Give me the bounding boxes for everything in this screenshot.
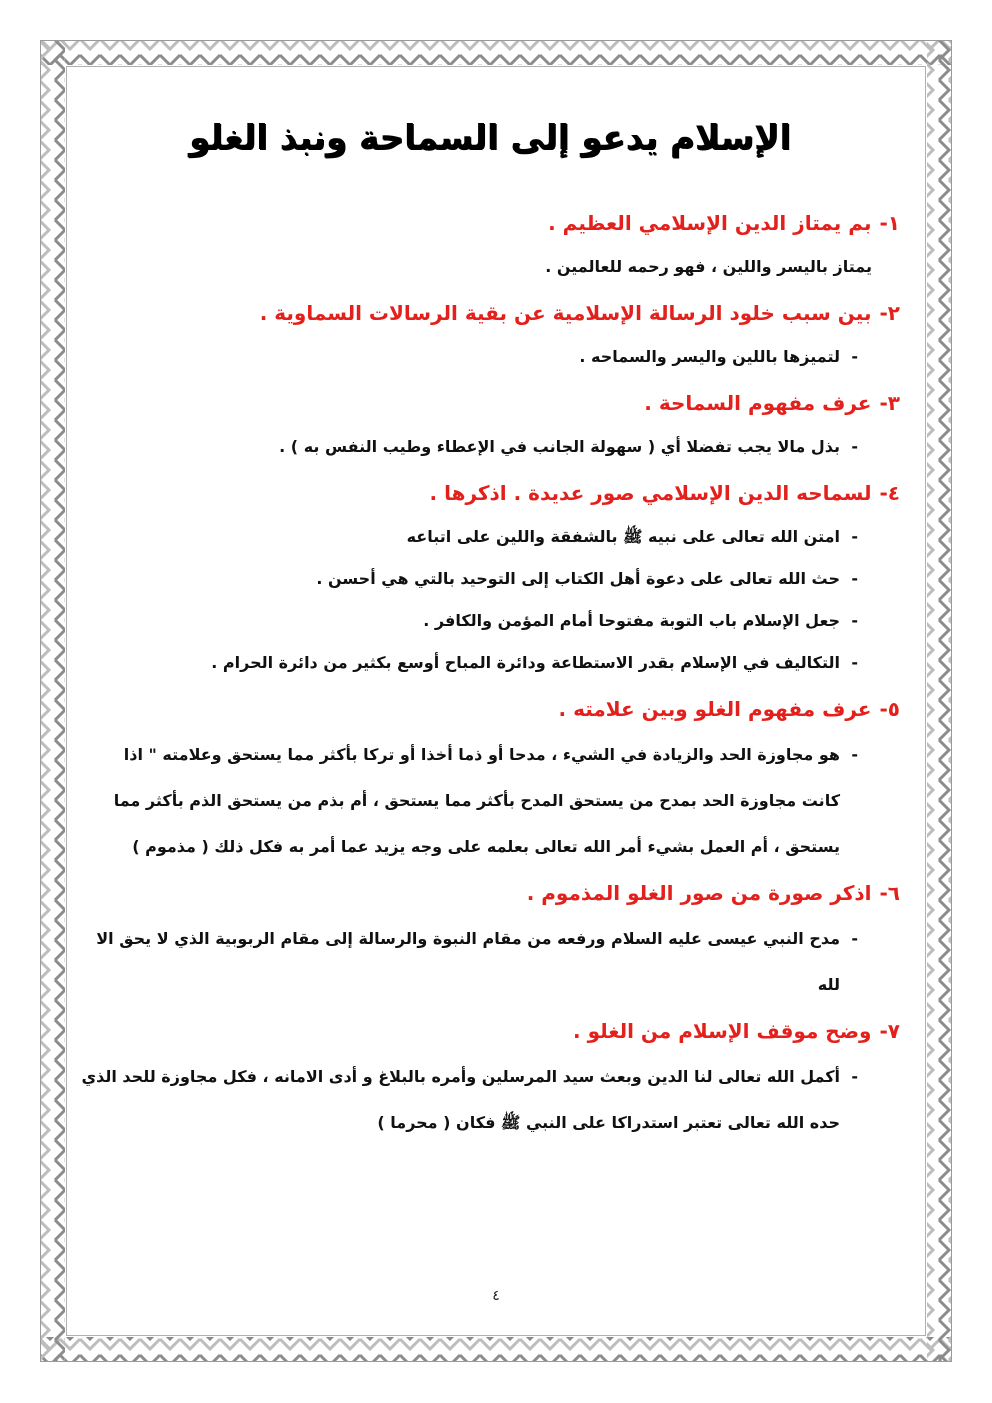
question-2 xyxy=(80,298,900,328)
page-title: الإسلام يدعو إلى السماحة ونبذ الغلو xyxy=(188,118,792,158)
answer-bullet: - بذل مالا يجب تفضلا أي ( سهولة الجانب في الإعطاء وطيب النفس به ) . xyxy=(80,434,900,460)
question-4 xyxy=(80,478,900,508)
page-number: ٤ xyxy=(492,1288,500,1304)
question-number: ٧- xyxy=(879,1019,900,1043)
question-text: عرف مفهوم الغلو وبين علامته . xyxy=(558,697,872,721)
question-number: ٦- xyxy=(879,881,900,905)
question-1 xyxy=(80,208,900,238)
question-7 xyxy=(80,1016,900,1046)
question-6 xyxy=(80,878,900,908)
question-5 xyxy=(80,694,900,724)
answer-bullet: - التكاليف في الإسلام بقدر الاستطاعة ودائرة المباح أوسع بكثير من دائرة الحرام . xyxy=(80,650,900,676)
bullet-dash: - xyxy=(851,745,858,764)
bullet-dash: - xyxy=(851,437,858,456)
answer-bullet: - حث الله تعالى على دعوة أهل الكتاب إلى التوحيد بالتي هي أحسن . xyxy=(80,566,900,592)
question-number: ٤- xyxy=(879,481,900,505)
question-number: ٢- xyxy=(879,301,900,325)
bullet-dash: - xyxy=(851,527,858,546)
question-text: بين سبب خلود الرسالة الإسلامية عن بقية الرسالات السماوية . xyxy=(259,301,872,325)
bullet-dash: - xyxy=(851,653,858,672)
answer-bullet: - أكمل الله تعالى لنا الدين وبعث سيد المرسلين وأمره بالبلاغ و أدى الامانه ، فكل مجاوزة للحد الذي حده الله تعالى تعتبر استدراكا على النبي ﷺ فكان ( محرما ) xyxy=(80,1054,900,1146)
question-3 xyxy=(80,388,900,418)
question-number: ٣- xyxy=(879,391,900,415)
question-text: وضح موقف الإسلام من الغلو . xyxy=(573,1019,872,1043)
question-text: عرف مفهوم السماحة . xyxy=(644,391,872,415)
worksheet-content xyxy=(80,100,900,1146)
question-text: اذكر صورة من صور الغلو المذموم . xyxy=(526,881,872,905)
question-text: لسماحه الدين الإسلامي صور عديدة . اذكرها . xyxy=(429,481,872,505)
answer-bullet: - هو مجاوزة الحد والزيادة في الشيء ، مدحا أو ذما أخذا أو تركا بأكثر مما يستحق وعلامته " اذا كانت مجاوزة الحد بمدح من يستحق المدح بأكثر مما يستحق ، أم بذم من يستحق الذم بأكثر مما يستحق ، أم العمل بشيء أمر الله تعالى بعلمه على وجه يزيد عما أمر به فكل ذلك ( مذموم ) xyxy=(80,732,900,870)
answer-bullet: - امتن الله تعالى على نبيه ﷺ بالشفقة واللين على اتباعه xyxy=(80,524,900,550)
question-text: بم يمتاز الدين الإسلامي العظيم . xyxy=(548,211,872,235)
bullet-dash: - xyxy=(851,929,858,948)
question-number: ١- xyxy=(879,211,900,235)
bullet-dash: - xyxy=(851,569,858,588)
bullet-dash: - xyxy=(851,1067,858,1086)
answer-bullet: - لتميزها باللين واليسر والسماحه . xyxy=(80,344,900,370)
answer-1: يمتاز باليسر واللين ، فهو رحمه للعالمين . xyxy=(545,257,872,276)
answer-bullet: - جعل الإسلام باب التوبة مفتوحا أمام المؤمن والكافر . xyxy=(80,608,900,634)
question-number: ٥- xyxy=(879,697,900,721)
answer-bullet: - مدح النبي عيسى عليه السلام ورفعه من مقام النبوة والرسالة إلى مقام الربوبية الذي لا يحق الا لله xyxy=(80,916,900,1008)
bullet-dash: - xyxy=(851,611,858,630)
bullet-dash: - xyxy=(851,347,858,366)
